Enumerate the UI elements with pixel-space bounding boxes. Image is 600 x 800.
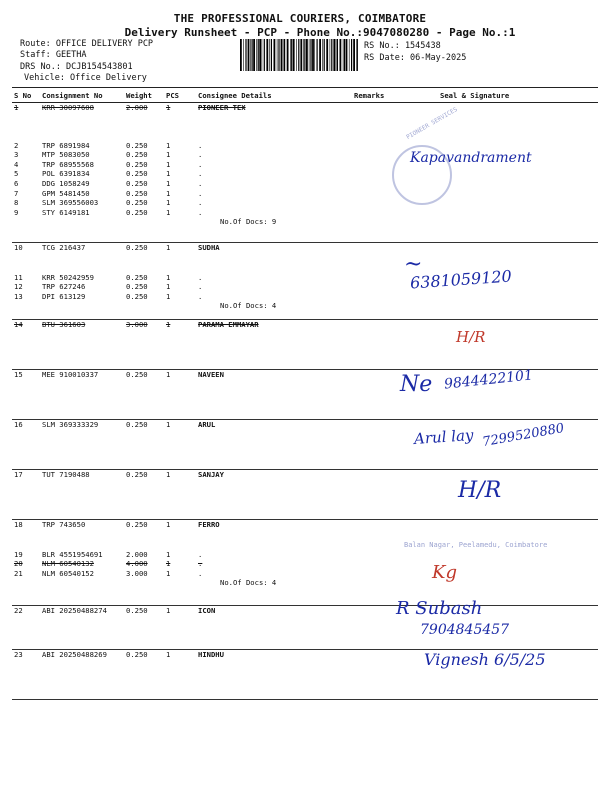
docs-count: No.Of Docs: 9 — [220, 217, 277, 227]
cell-line: 3 — [14, 150, 19, 160]
cell-cons — [40, 370, 124, 420]
barcode-bar — [326, 39, 328, 71]
cell-wt — [124, 320, 164, 370]
signature-9: 7904845457 — [420, 622, 510, 638]
runsheet-table — [12, 87, 598, 700]
cell-pcs — [164, 320, 196, 370]
cell-line: 1 — [166, 188, 171, 198]
cell-seal — [416, 470, 598, 520]
cell-line: POL 6391834 — [42, 169, 90, 179]
cell-line: . — [198, 140, 203, 150]
cell-line: SLM 369556003 — [42, 198, 99, 208]
cell-line: TUT 7190488 — [42, 470, 90, 479]
table-header-row — [12, 88, 598, 103]
cell-line: NAVEEN — [198, 370, 224, 379]
cell-line: 1 — [166, 150, 171, 160]
barcode-bar — [343, 39, 344, 71]
table-row — [12, 606, 598, 650]
vehicle-label: Vehicle: Office Delivery — [24, 73, 147, 83]
cell-line: 1 — [166, 159, 171, 169]
barcode-bar — [357, 39, 358, 71]
docs-count: No.Of Docs: 4 — [220, 301, 277, 311]
cell-det — [196, 103, 352, 243]
barcode-bar — [296, 39, 297, 71]
cell-line: SUDHA — [198, 243, 220, 252]
cell-line: 1 — [166, 198, 171, 208]
cell-line: 1 — [166, 320, 171, 329]
cell-line: TRP 68955568 — [42, 159, 94, 169]
cell-remarks — [352, 320, 416, 370]
barcode-bar — [306, 39, 308, 71]
cell-sno — [12, 470, 40, 520]
cell-remarks — [352, 650, 416, 700]
cell-line: 1 — [166, 568, 171, 578]
cell-seal — [416, 320, 598, 370]
barcode-bar — [248, 39, 250, 71]
barcode-bar — [317, 39, 318, 71]
cell-line: PARAMA EMMAYAR — [198, 320, 259, 329]
cell-remarks — [352, 420, 416, 470]
cell-det — [196, 606, 352, 650]
signature-kg: Kg — [432, 562, 457, 583]
cell-pcs — [164, 606, 196, 650]
cell-line: 1 — [166, 420, 171, 429]
drs-label: DRS No.: DCJB154543801 — [20, 62, 133, 72]
cell-line: 0.250 — [126, 198, 148, 208]
staff-label: Staff: GEETHA — [20, 50, 87, 60]
barcode-bar — [284, 39, 285, 71]
signature-3: H/R — [456, 328, 486, 346]
barcode-bar — [333, 39, 335, 71]
col-consignment: Consignment No — [40, 88, 124, 103]
cell-remarks — [352, 470, 416, 520]
cell-line: TRP 627246 — [42, 282, 86, 292]
cell-pcs — [164, 103, 196, 243]
cell-cons — [40, 420, 124, 470]
cell-line: 0.250 — [126, 140, 148, 150]
cell-sno — [12, 370, 40, 420]
cell-line: KRR 30097608 — [42, 103, 94, 112]
barcode-bar — [259, 39, 261, 71]
cell-line: 0.250 — [126, 520, 148, 529]
cell-sno — [12, 243, 40, 320]
cell-line: 11 — [14, 272, 23, 282]
cell-line: 16 — [14, 420, 23, 429]
cell-remarks — [352, 520, 416, 606]
signature-6: 7299520880 — [481, 420, 566, 451]
cell-line: GPM 5481450 — [42, 188, 90, 198]
cell-det — [196, 650, 352, 700]
cell-line: PIONEER TEX — [198, 103, 246, 112]
cell-line: 19 — [14, 549, 23, 559]
cell-line: SLM 369333329 — [42, 420, 99, 429]
cell-line: 1 — [166, 291, 171, 301]
cell-sno — [12, 420, 40, 470]
cell-line: 1 — [166, 282, 171, 292]
stamp-text-1: PIONEER SERVICES — [405, 106, 459, 141]
cell-cons — [40, 650, 124, 700]
cell-wt — [124, 370, 164, 420]
cell-line: 0.250 — [126, 370, 148, 379]
cell-line: . — [198, 188, 203, 198]
cell-pcs — [164, 420, 196, 470]
cell-line: 1 — [166, 470, 171, 479]
cell-pcs — [164, 470, 196, 520]
cell-det — [196, 370, 352, 420]
rs-no-label: RS No.: 1545438 — [364, 41, 441, 51]
cell-line: 22 — [14, 606, 23, 615]
cell-line: DPI 613129 — [42, 291, 86, 301]
cell-line: 0.250 — [126, 291, 148, 301]
cell-line: 0.250 — [126, 606, 148, 615]
signature-2-phone: 6381059120 — [409, 266, 513, 293]
cell-line: 0.250 — [126, 272, 148, 282]
cell-line: . — [198, 159, 203, 169]
cell-line: TCG 216437 — [42, 243, 86, 252]
cell-line: HINDHU — [198, 650, 224, 659]
cell-line: MEE 910010337 — [42, 370, 99, 379]
barcode-bar — [330, 39, 331, 71]
docs-count: No.Of Docs: 4 — [220, 578, 277, 588]
cell-line: 1 — [166, 650, 171, 659]
barcode-bar — [337, 39, 338, 71]
cell-line: 2 — [14, 140, 19, 150]
cell-line: 10 — [14, 243, 23, 252]
cell-line: 20 — [14, 559, 23, 569]
barcode-bar — [266, 39, 268, 71]
cell-line: 1 — [166, 559, 171, 569]
barcode-bar — [324, 39, 325, 71]
barcode-bar — [271, 39, 272, 71]
barcode-bar — [303, 39, 304, 71]
cell-line: 15 — [14, 370, 23, 379]
barcode-bar — [291, 39, 292, 71]
cell-line: 1 — [166, 370, 171, 379]
cell-cons — [40, 103, 124, 243]
barcode-bar — [281, 39, 283, 71]
cell-line: 6 — [14, 178, 19, 188]
cell-pcs — [164, 520, 196, 606]
signature-4-mark: Ne — [400, 372, 433, 397]
runsheet-title: Delivery Runsheet - PCP - Phone No.:9047080280 - Page No.:1 — [124, 26, 516, 39]
cell-wt — [124, 606, 164, 650]
cell-line: 18 — [14, 520, 23, 529]
cell-line: 1 — [166, 103, 171, 112]
table-row — [12, 103, 598, 243]
signature-10: Vignesh 6/5/25 — [424, 650, 546, 669]
cell-sno — [12, 103, 40, 243]
cell-det — [196, 420, 352, 470]
barcode-bar — [274, 39, 276, 71]
cell-line: 8 — [14, 198, 19, 208]
barcode-bar — [250, 39, 251, 71]
cell-line: BLR 4551954691 — [42, 549, 103, 559]
cell-line: KRR 50242959 — [42, 272, 94, 282]
barcode-bar — [322, 39, 323, 71]
cell-line: 1 — [166, 272, 171, 282]
barcode-bar — [353, 39, 355, 71]
col-pcs: PCS — [164, 88, 196, 103]
barcode-bar — [258, 39, 259, 71]
barcode-bar — [245, 39, 246, 71]
barcode-bar — [278, 39, 279, 71]
col-consignee: Consignee Details — [196, 88, 352, 103]
cell-line: TRP 743650 — [42, 520, 86, 529]
cell-wt — [124, 650, 164, 700]
barcode-bar — [243, 39, 244, 71]
barcode-bar — [277, 39, 278, 71]
cell-det — [196, 320, 352, 370]
cell-line: NLM 60540132 — [42, 559, 94, 569]
barcode-bar — [351, 39, 352, 71]
cell-line: 1 — [166, 178, 171, 188]
cell-line: 1 — [14, 103, 19, 112]
cell-line: 0.250 — [126, 178, 148, 188]
signature-8: R Subash — [396, 598, 483, 619]
table-row — [12, 470, 598, 520]
rs-date-label: RS Date: 06-May-2025 — [364, 53, 467, 63]
cell-line: . — [198, 291, 203, 301]
cell-line: 0.250 — [126, 470, 148, 479]
cell-line: 1 — [166, 606, 171, 615]
signature-2-mark: ~ — [404, 252, 423, 277]
cell-line: 4 — [14, 159, 19, 169]
barcode-bar — [346, 39, 348, 71]
cell-line: 23 — [14, 650, 23, 659]
barcode-bar — [256, 39, 257, 71]
cell-line: . — [198, 272, 203, 282]
cell-line: MTP 5083050 — [42, 150, 90, 160]
barcode-bar — [356, 39, 357, 71]
table-row — [12, 320, 598, 370]
stamp-text-2: Balan Nagar, Peelamedu, Coimbatore — [404, 541, 548, 549]
barcode-bar — [290, 39, 291, 71]
cell-line: 0.250 — [126, 207, 148, 217]
cell-line: 3.000 — [126, 320, 148, 329]
cell-line: 1 — [166, 169, 171, 179]
cell-wt — [124, 420, 164, 470]
barcode-bar — [304, 39, 305, 71]
col-weight: Weight — [124, 88, 164, 103]
cell-line: 0.250 — [126, 650, 148, 659]
cell-line: SANJAY — [198, 470, 224, 479]
cell-line: . — [198, 282, 203, 292]
cell-line: STY 6149181 — [42, 207, 90, 217]
cell-line: 0.250 — [126, 420, 148, 429]
cell-det — [196, 520, 352, 606]
cell-pcs — [164, 243, 196, 320]
barcode-bar — [252, 39, 253, 71]
signature-7: H/R — [458, 478, 502, 503]
route-label: Route: OFFICE DELIVERY PCP — [20, 39, 154, 49]
cell-wt — [124, 103, 164, 243]
cell-line: 7 — [14, 188, 19, 198]
cell-line: TRP 6891984 — [42, 140, 90, 150]
cell-pcs — [164, 370, 196, 420]
cell-det — [196, 243, 352, 320]
cell-line: 14 — [14, 320, 23, 329]
cell-line: . — [198, 198, 203, 208]
cell-line: 3.000 — [126, 568, 148, 578]
cell-sno — [12, 320, 40, 370]
cell-line: BTU 361603 — [42, 320, 86, 329]
cell-wt — [124, 470, 164, 520]
cell-line: . — [198, 169, 203, 179]
cell-line: 21 — [14, 568, 23, 578]
barcode-bar — [312, 39, 314, 71]
barcode-bar — [319, 39, 321, 71]
table-row — [12, 520, 598, 606]
cell-cons — [40, 470, 124, 520]
signature-1: Kapavandrament — [410, 150, 532, 166]
cell-cons — [40, 320, 124, 370]
barcode-bar — [240, 39, 242, 71]
barcode-bar — [264, 39, 265, 71]
barcode-bar — [298, 39, 299, 71]
cell-line: ABI 20250488269 — [42, 650, 107, 659]
barcode-bar — [269, 39, 270, 71]
col-remarks: Remarks — [352, 88, 416, 103]
cell-sno — [12, 650, 40, 700]
barcode-bar — [340, 39, 342, 71]
cell-cons — [40, 243, 124, 320]
cell-line: 5 — [14, 169, 19, 179]
barcode-bar — [293, 39, 295, 71]
cell-line: 0.250 — [126, 150, 148, 160]
cell-sno — [12, 520, 40, 606]
cell-line: 0.250 — [126, 159, 148, 169]
cell-wt — [124, 520, 164, 606]
cell-wt — [124, 243, 164, 320]
cell-pcs — [164, 650, 196, 700]
cell-line: 12 — [14, 282, 23, 292]
cell-line: 1 — [166, 520, 171, 529]
barcode — [240, 39, 358, 71]
cell-line: 17 — [14, 470, 23, 479]
cell-line: 2.000 — [126, 549, 148, 559]
cell-line: . — [198, 549, 203, 559]
cell-line: 1 — [166, 207, 171, 217]
cell-line: . — [198, 150, 203, 160]
signature-4-phone: 9844422101 — [443, 367, 534, 393]
cell-line: 0.250 — [126, 282, 148, 292]
barcode-bar — [253, 39, 255, 71]
cell-line: . — [198, 559, 203, 569]
cell-line: . — [198, 178, 203, 188]
col-seal: Seal & Signature — [416, 88, 598, 103]
cell-line: ABI 20250488274 — [42, 606, 107, 615]
barcode-bar — [349, 39, 350, 71]
cell-line: NLM 60540152 — [42, 568, 94, 578]
barcode-bar — [344, 39, 345, 71]
cell-line: 1 — [166, 243, 171, 252]
cell-sno — [12, 606, 40, 650]
cell-line: DDG 1058249 — [42, 178, 90, 188]
cell-det — [196, 470, 352, 520]
cell-line: 1 — [166, 549, 171, 559]
cell-line: . — [198, 568, 203, 578]
cell-cons — [40, 520, 124, 606]
cell-line: 9 — [14, 207, 19, 217]
col-sno: S No — [12, 88, 40, 103]
cell-cons — [40, 606, 124, 650]
cell-line: ARUL — [198, 420, 216, 429]
company-title: THE PROFESSIONAL COURIERS, COIMBATORE — [173, 12, 427, 25]
barcode-bar — [309, 39, 310, 71]
barcode-bar — [336, 39, 337, 71]
cell-line: 4.000 — [126, 559, 148, 569]
barcode-bar — [331, 39, 332, 71]
barcode-bar — [287, 39, 289, 71]
barcode-bar — [262, 39, 263, 71]
cell-line: 0.250 — [126, 243, 148, 252]
cell-line: 2.000 — [126, 103, 148, 112]
cell-line: FERRO — [198, 520, 220, 529]
signature-5: Arul lay — [413, 425, 475, 449]
barcode-bar — [310, 39, 311, 71]
cell-line: 0.250 — [126, 169, 148, 179]
cell-line: . — [198, 207, 203, 217]
cell-line: 1 — [166, 140, 171, 150]
barcode-bar — [300, 39, 302, 71]
cell-line: ICON — [198, 606, 216, 615]
cell-line: 0.250 — [126, 188, 148, 198]
barcode-bar — [283, 39, 284, 71]
cell-line: 13 — [14, 291, 23, 301]
barcode-bar — [314, 39, 315, 71]
